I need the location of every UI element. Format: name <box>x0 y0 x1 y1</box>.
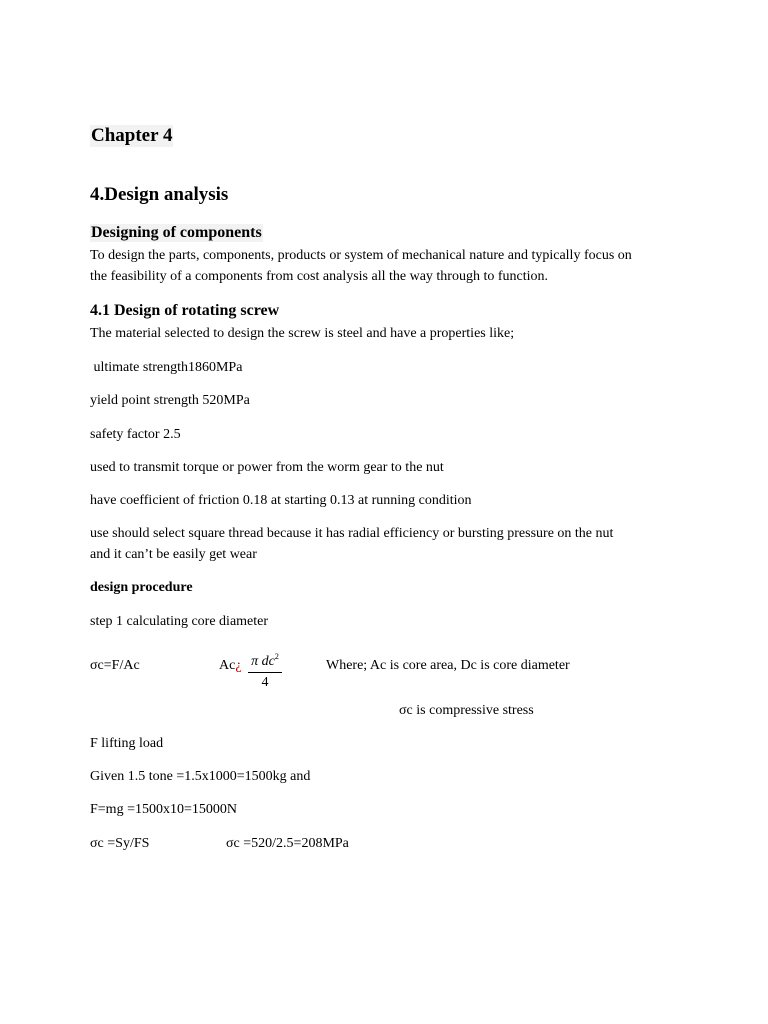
subsection-title: Designing of components <box>91 224 262 241</box>
thread-note-line-1: use should select square thread because it has radial efficiency or bursting pressure on the nut <box>90 526 614 541</box>
area-fraction <box>248 648 282 693</box>
given-load: Given 1.5 tone =1.5x1000=1500kg and <box>90 769 311 784</box>
stress-equation: σc=F/Ac <box>90 658 140 673</box>
property-friction: have coefficient of friction 0.18 at starting 0.13 at running condition <box>90 493 472 508</box>
area-symbol: ¿ <box>235 658 242 673</box>
area-denominator: 4 <box>261 675 269 690</box>
property-ultimate-strength: ultimate strength1860MPa <box>90 360 243 375</box>
property-torque: used to transmit torque or power from the worm gear to the nut <box>90 460 444 475</box>
thread-note-line-2: and it can’t be easily get wear <box>90 547 257 562</box>
lifting-load: F lifting load <box>90 736 164 751</box>
property-safety-factor: safety factor 2.5 <box>90 427 181 442</box>
area-lhs: Ac <box>219 658 236 673</box>
step-1: step 1 calculating core diameter <box>90 614 269 629</box>
area-equation-lhs <box>219 656 242 676</box>
sigma-formula: σc =Sy/FS <box>90 836 150 851</box>
property-yield-strength: yield point strength 520MPa <box>90 393 250 408</box>
area-numerator: π $dc^2$ <box>248 648 282 673</box>
intro-line-1: To design the parts, components, products or system of mechanical nature and typically focus on <box>90 248 632 263</box>
force-calculation: F=mg =1500x10=15000N <box>90 802 237 817</box>
material-intro: The material selected to design the screw is steel and have a properties like; <box>90 326 515 341</box>
sigma-value: σc =520/2.5=208MPa <box>226 836 349 851</box>
chapter-heading: Chapter 4 <box>91 125 173 146</box>
section-title: 4.Design analysis <box>90 184 229 205</box>
where-text: Where; Ac is core area, Dc is core diameter <box>326 658 570 673</box>
sigma-definition: σc is compressive stress <box>399 703 534 718</box>
subsection-41-title: 4.1 Design of rotating screw <box>90 302 280 319</box>
design-procedure-heading: design procedure <box>90 580 193 595</box>
intro-line-2: the feasibility of a components from cost analysis all the way through to function. <box>90 269 549 284</box>
area-numerator-exponent: 2 <box>274 652 279 661</box>
